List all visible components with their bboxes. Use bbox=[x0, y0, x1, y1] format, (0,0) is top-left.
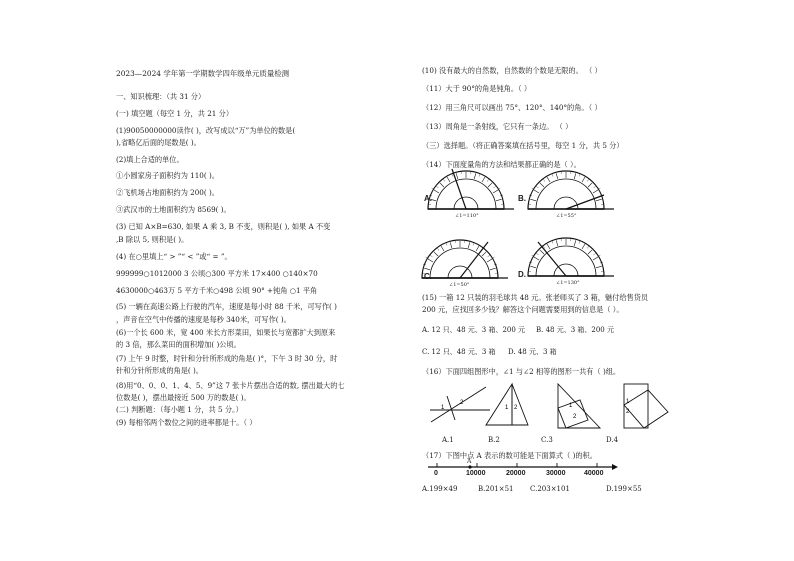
q6-line2: 的 3 倍，那么菜田的面积增加( )公顷。 bbox=[116, 340, 241, 349]
q17-option-b: B.201×51 bbox=[478, 485, 514, 493]
svg-text:1: 1 bbox=[505, 405, 509, 411]
q9: (9) 每相邻两个数位之间的进率都是十。（ ） bbox=[116, 418, 257, 427]
q17-option-a: A.199×49 bbox=[422, 485, 458, 493]
q13: （13）周角是一条射线，它只有一条边。 （ ） bbox=[422, 122, 573, 131]
q16: （16）下面四组图形中，∠1 与∠2 相等的图形一共有（ )组。 bbox=[422, 367, 621, 376]
q1-line2: ),省略亿后面的尾数是( )。 bbox=[116, 138, 201, 147]
svg-text:2: 2 bbox=[460, 400, 464, 406]
q1-line1: (1)90050000000读作( )，改写成以“万”为单位的数是( bbox=[116, 126, 296, 135]
tick-10000: 10000 bbox=[466, 470, 486, 477]
protractor-c-reading: ∠1=50° bbox=[449, 282, 470, 288]
q4-a: 999999○1012000 3 公顷○300 平方米 17×400 ○140×70 bbox=[116, 269, 318, 278]
protractor-c-label: C. bbox=[424, 272, 432, 281]
tick-20000: 20000 bbox=[506, 470, 526, 477]
q15-option-c: C. 12 只、48 元、3 箱 bbox=[422, 348, 496, 356]
point-a-label: A bbox=[467, 458, 472, 465]
svg-text:1: 1 bbox=[626, 399, 630, 405]
tick-0: 0 bbox=[434, 470, 438, 477]
section-knowledge: 一、知识梳理：（共 31 分） bbox=[116, 92, 206, 101]
q11: （11）大于 90°的角是钝角。（ ） bbox=[422, 84, 532, 93]
q7-line1: (7) 上午 9 时整，时针和分针所形成的角是( )°，下午 3 时 30 分，时 bbox=[116, 354, 338, 363]
q10: (10) 没有最大的自然数，自然数的个数是无限的。 （ ） bbox=[422, 66, 602, 75]
svg-text:2: 2 bbox=[514, 405, 518, 411]
protractor-b-reading: ∠1=55° bbox=[556, 213, 577, 219]
q3-line1: (3) 已知 A×B=630, 如果 A 乘 3, B 不变，则积是( ), 如果 A 不变 bbox=[116, 222, 331, 231]
q2-a: ①小圆家房子面积约为 110( )。 bbox=[116, 171, 219, 180]
q7-line2: 针和分针所形成的角是( )。 bbox=[116, 366, 203, 375]
q14: （14）下面度量角的方法和结果都正确的是（ ）。 bbox=[422, 160, 581, 169]
protractor-a-label: A. bbox=[424, 194, 432, 203]
q15-option-b: B. 48 元、3 箱、200 元 bbox=[536, 326, 614, 334]
q15-option-a: A. 12 只、48 元、3 箱、200 元 bbox=[422, 326, 526, 334]
q2: (2)填上合适的单位。 bbox=[116, 155, 184, 164]
svg-text:2: 2 bbox=[626, 409, 630, 415]
section-choice: （三）选择题。（将正确答案填在括号里，每空 1 分，共 5 分） bbox=[422, 141, 624, 150]
q17: （17）下图中点 A 表示的数可能是下面算式（ )的积。 bbox=[422, 451, 597, 460]
q16-option-b: B.2 bbox=[488, 436, 500, 444]
q3-line2: ,B 除以 5, 则积是( )。 bbox=[116, 235, 189, 244]
q15-option-d: D. 48 元、3 箱 bbox=[508, 348, 557, 356]
q4: (4) 在○里填上“ > ”“ < ”或“ = ”。 bbox=[116, 252, 232, 261]
protractor-b-label: B. bbox=[518, 194, 526, 203]
q17-option-d: D.199×55 bbox=[606, 485, 642, 493]
q15-line1: (15) 一箱 12 只装的羽毛球共 48 元。张老师买了 3 箱，魅付给售货员 bbox=[422, 293, 649, 302]
protractor-a-reading: ∠1=110° bbox=[455, 213, 479, 219]
svg-text:1: 1 bbox=[441, 405, 445, 411]
fill-heading: (一) 填空题（每空 1 分，共 21 分） bbox=[116, 109, 234, 118]
q16-option-c: C.3 bbox=[541, 436, 553, 444]
q16-option-a: A.1 bbox=[442, 436, 454, 444]
q8-line2: 位数是( )，摆出最接近 500 万的数是( )。 bbox=[116, 393, 251, 402]
svg-text:2: 2 bbox=[573, 414, 577, 420]
tick-40000: 40000 bbox=[584, 470, 604, 477]
svg-text:1: 1 bbox=[569, 403, 573, 409]
q2-c: ③武汉市的土地面积约为 8569( )。 bbox=[116, 205, 231, 214]
judge-heading: (二) 判断题：（每小题 1 分，共 5 分。） bbox=[116, 405, 243, 414]
q5-line2: ，声音在空气中传播的速度是每秒 340米，可写作( )。 bbox=[116, 315, 291, 324]
q17-option-c: C.203×101 bbox=[530, 485, 570, 493]
q5-line1: (5) 一辆在高速公路上行驶的汽车，速度是每小时 88 千米，可写作( ) bbox=[116, 302, 337, 311]
q16-option-d: D.4 bbox=[606, 436, 619, 444]
q4-b: 4630000○463万 5 平方千米○498 公顷 90° +钝角 ○1 平角 bbox=[116, 286, 318, 295]
protractor-d-reading: ∠1=130° bbox=[556, 280, 580, 286]
tick-30000: 30000 bbox=[546, 470, 566, 477]
exam-title: 2023—2024 学年第一学期数学四年级单元质量检测 bbox=[116, 69, 289, 78]
q15-line2: 200 元，应找回多少钱？解答这个问题需要用到的信息是（ ）。 bbox=[422, 305, 624, 314]
protractor-d-label: D. bbox=[518, 270, 526, 279]
q6-line1: (6)一个长 600 米，宽 400 米长方形菜田，如果长与宽都扩大到原来 bbox=[116, 328, 336, 337]
q8-line1: (8)用“0、0、0、1、4、5、9”这 7 张卡片摆出合适的数, 摆出最大的七 bbox=[116, 381, 345, 390]
q2-b: ②飞机场占地面积约为 200( )。 bbox=[116, 188, 219, 197]
q12: （12）用三角尺可以画出 75°、120°、140°的角。（ ） bbox=[422, 103, 602, 112]
